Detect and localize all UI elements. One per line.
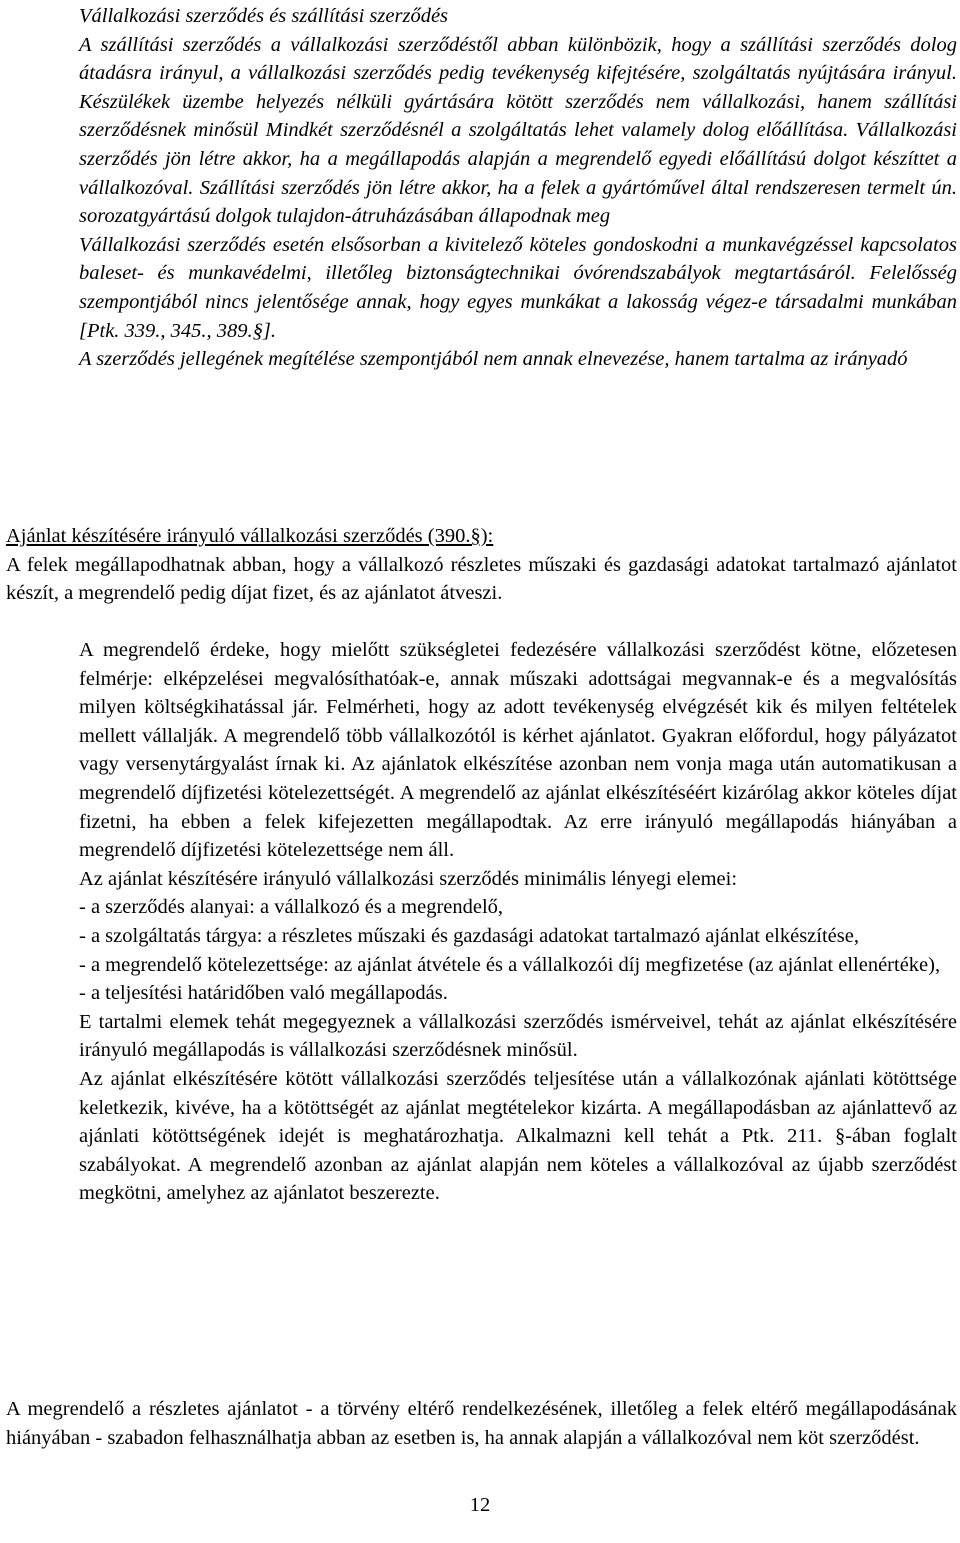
list-item: - a megrendelő kötelezettsége: az ajánlat átvétele és a vállalkozói díj megfizetése (az ajánlat ellenértéke), (79, 953, 941, 976)
list-intro: Az ajánlat készítésére irányuló vállalkozási szerződés minimális lényegi elemei: (79, 867, 738, 890)
section-offer-usage (6, 1395, 957, 1452)
paragraph-contract-nature: A szerződés jellegének megítélése szempontjából nem annak elnevezése, hanem tartalma az irányadó (79, 348, 908, 371)
section-title: Vállalkozási szerződés és szállítási szerződés (79, 5, 449, 27)
paragraph-delivery-vs-contract: A szállítási szerződés a vállalkozási szerződéstől abban különbözik, hogy a szállítási szerződés dolog átadásra irányul, a vállalkozási szerződés pedig tevékenység kifejtésére, szolgáltatás nyújtására irányul. Készülékek üzembe helyezés nélküli gyártására kötött szerződés nem vállalkozási, hanem szállítási szerződésnek minősül Mindkét szerződésnél a szolgáltatás lehet valamely dolog előállítása. Vállalkozási szerződés jön létre akkor, ha a megállapodás alapján a megrendelő egyedi előállítású dolgot készíttet a vállalkozóval. Szállítási szerződés jön létre akkor, ha a felek a gyártóművel által rendszeresen termelt ún. sorozatgyártású dolgok tulajdon-átruházásában állapodnak meg (79, 33, 957, 228)
section-contract-comparison (79, 2, 957, 374)
list-item: - a teljesítési határidőben való megállapodás. (79, 982, 448, 1005)
paragraph-offer-binding: Az ajánlat elkészítésére kötött vállalkozási szerződés teljesítése után a vállalkozónak ajánlati kötöttsége keletkezik, kivéve, ha a kötöttségét az ajánlat megtételekor kizárta. A megállapodásban az ajánlattevő az ajánlati kötöttségének idejét is meghatározhatja. Alkalmazni kell tehát a Ptk. 211. §-ában foglalt szabályokat. A megrendelő azonban az ajánlat alapján nem köteles a vállalkozóval az újabb szerződést megkötni, amelyhez az ajánlatot beszerezte. (79, 1067, 957, 1205)
list-item: - a szerződés alanyai: a vállalkozó és a megrendelő, (79, 896, 504, 919)
paragraph-elements-match: E tartalmi elemek tehát megegyeznek a vállalkozási szerződés ismérveivel, tehát az ajánlat elkészítésére irányuló megállapodás is vállalkozási szerződésnek minősül. (79, 1010, 957, 1062)
paragraph-safety-duties: Vállalkozási szerződés esetén elsősorban a kivitelező köteles gondoskodni a munkavégzéssel kapcsolatos baleset- és munkavédelmi, illetőleg biztonságtechnikai óvórendszabályok megtartásáról. Felelősség szempontjából nincs jelentősége annak, hogy egyes munkákat a lakosság végez-e társadalmi munkában [Ptk. 339., 345., 389.§]. (79, 233, 957, 342)
paragraph-offer-definition: A felek megállapodhatnak abban, hogy a vállalkozó részletes műszaki és gazdasági adatokat tartalmazó ajánlatot készít, a megrendelő pedig díjat fizet, és az ajánlatot átveszi. (6, 553, 957, 605)
paragraph-client-interest: A megrendelő érdeke, hogy mielőtt szükségletei fedezésére vállalkozási szerződést kötne, előzetesen felmérje: elképzelései megvalósíthatóak-e, annak műszaki adottságai megvannak-e és a megvalósítás milyen költségkihatással jár. Felmérheti, hogy az adott tevékenység elvégzését kik és milyen feltételek mellett vállalják. A megrendelő több vállalkozótól is kérhet ajánlatot. Gyakran előfordul, hogy pályázatot vagy versenytárgyalást írnak ki. Az ajánlatok elkészítése azonban nem vonja maga után automatikusan a megrendelő díjfizetési kötelezettségét. A megrendelő az ajánlat elkészítéséért kizárólag akkor köteles díjat fizetni, ha ebben a felek kifejezetten megállapodtak. Az erre irányuló megállapodás hiányában a megrendelő díjfizetési kötelezettsége nem áll. (79, 639, 957, 862)
paragraph-free-use: A megrendelő a részletes ajánlatot - a törvény eltérő rendelkezésének, illetőleg a felek eltérő megállapodásának hiányában - szabadon felhasználhatja abban az esetben is, ha annak alapján a vállalkozóval nem köt szerződést. (6, 1398, 957, 1449)
list-item: - a szolgáltatás tárgya: a részletes műszaki és gazdasági adatokat tartalmazó ajánlat elkészítése, (79, 924, 859, 947)
section-offer-contract (6, 522, 957, 608)
section-offer-details (79, 636, 957, 1208)
section-heading-offer: Ajánlat készítésére irányuló vállalkozási szerződés (390.§): (6, 525, 494, 547)
page-number: 12 (469, 1494, 491, 1516)
